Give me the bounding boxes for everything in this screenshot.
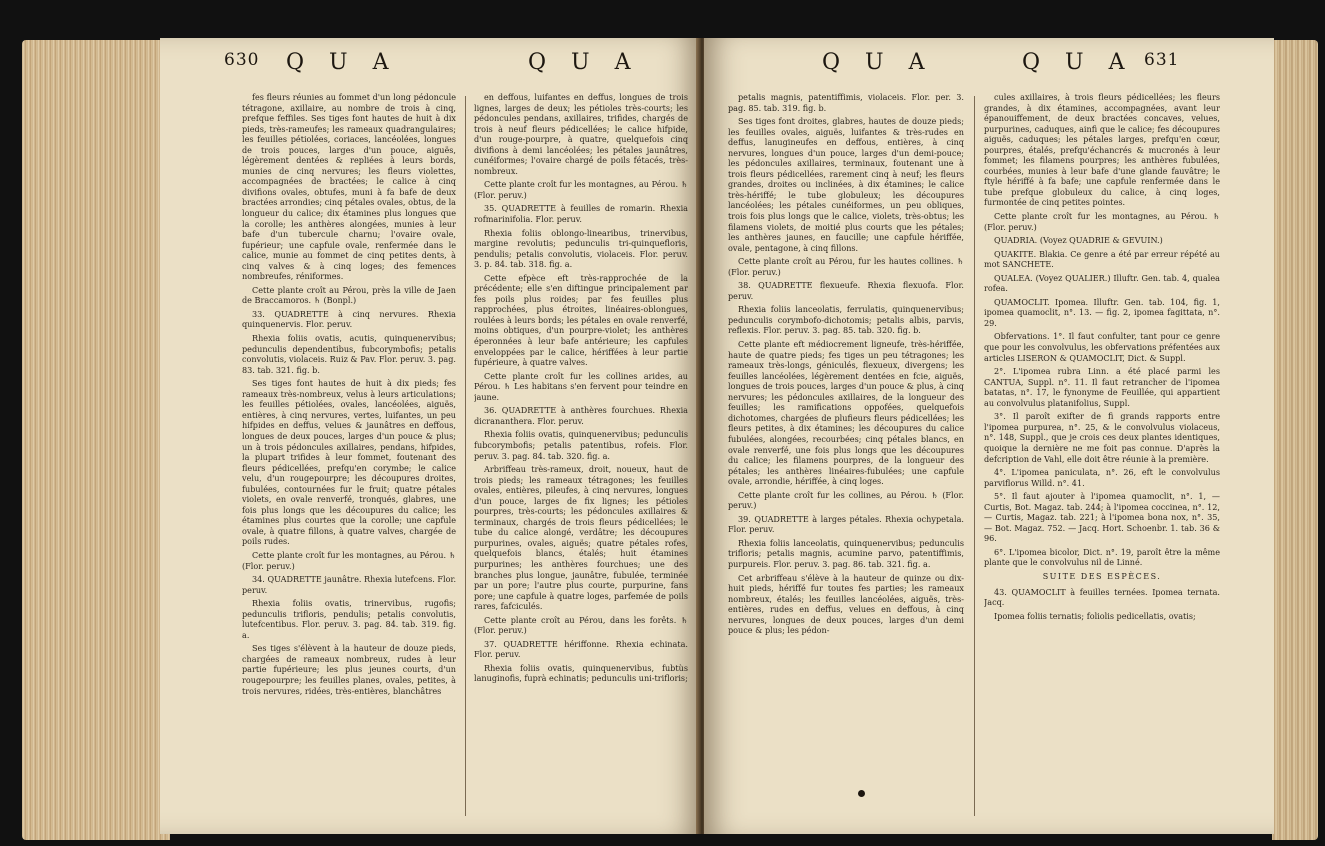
left-header-word-2: Q U A xyxy=(528,50,640,75)
paragraph: Cette plante croît au Pérou, près la ville de Jaen de Braccamoros. ♄ (Bonpl.) xyxy=(242,284,456,306)
right-page-number: 631 xyxy=(1144,50,1180,70)
entry-title: 38. QUADRETTE flexueufe. Rhexia flexuofa. Flor. peruv. xyxy=(728,280,964,301)
paragraph: 5°. Il faut ajouter à l'ipomea quamoclit, n°. 1, — Curtis, Bot. Magaz. tab. 244; à l'ipomea coccinea, n°. 12, — Curtis, Magaz. tab. 221; à l'ipomea bona nox, n°. 35, — Bot. Magaz. 752. — Jacq. Hort. Schoenbr. 1. tab. 36 & 96. xyxy=(984,491,1220,544)
paragraph: Cette plante croît au Pérou, fur les hautes collines. ♄ (Flor. peruv.) xyxy=(728,256,964,277)
left-page-header xyxy=(160,44,700,84)
paragraph: Obfervations. 1°. Il faut confulter, tant pour ce genre que pour les convolvulus, les obfervations préfentées aux articles LISERON & QUAMOCLIT, Dict. & Suppl. xyxy=(984,331,1220,363)
paragraph: Ses tiges font hautes de huit à dix pieds; fes rameaux très-nombreux, velus à leurs articulations; les feuilles pétiolées, ovales, lancéolées, aiguës, entières, à cinq nervures, vertes, luifantes, un peu hifpides en deffus, velues & jaunâtres en deffous, longues de deux pouces, larges d'un pouce & plus; un à trois pédoncules axillaires, pendans, hifpides, la plupart trifides à leur fommet, foutenant des fleurs pédicellées, prefqu'en corymbe; le calice velu, d'un rougepourpre; les découpures droites, fubulées, contournées fur le fruit; quatre pétales violets, en ovale renverfé, tronqués, glabres, une fois plus longs que les découpures du calice; les étamines plus courtes que la corolle; une capfule ovale, à quatre fillons, à quatre valves, chargée de poils rudes. xyxy=(242,378,456,547)
entry-title: 36. QUADRETTE à anthères fourchues. Rhexia dicrananthera. Flor. peruv. xyxy=(474,405,688,426)
latin-diagnosis: Rhexia foliis oblongo-linearibus, trinervibus, margine revolutis; pedunculis tri-quinquefloris, pendulis; petalis convolutis, violaceis. Flor. peruv. 3. p. 84. tab. 318. fig. a. xyxy=(474,227,688,270)
latin-diagnosis: Rhexia foliis ovatis, quinquenervibus, fubtùs lanuginofis, fuprà echinatis; pedunculis uni-trifloris; xyxy=(474,662,688,684)
paragraph: Ses tiges s'élèvent à la hauteur de douze pieds, chargées de rameaux nombreux, rudes à leur partie fupérieure; les plus jeunes courts, d'un rougepourpre; les feuilles planes, ovales, petites, à trois nervures, ridées, très-entières, blanchâtres xyxy=(242,643,456,696)
right-page-edges xyxy=(1272,40,1318,840)
paragraph: 3°. Il paroît exifter de fi grands rapports entre l'ipomea purpurea, n°. 25, & le convolvulus violaceus, n°. 148, Suppl., que je crois ces deux plantes identiques, quoique la dernière ne me foit pas connue. D'après la defcription de Vahl, elle doit être réunie à la première. xyxy=(984,411,1220,464)
column-divider xyxy=(974,96,975,816)
paragraph: petalis magnis, patentiffimis, violaceis. Flor. per. 3. pag. 85. tab. 319. fig. b. xyxy=(728,92,964,113)
left-page xyxy=(160,38,700,834)
paragraph: Ses tiges font droites, glabres, hautes de douze pieds; les feuilles ovales, aiguës, luifantes & très-rudes en deffus, lanugineufes en deffous, entières, à cinq nervures, longues d'un pouce, larges d'un demi-pouce; les pédoncules axillaires, terminaux, foutenant une à trois fleurs pédicellées, rarement cinq à neuf; les fleurs grandes, droites ou inclinées, à dix étamines; le calice très-hériffé; le tube globuleux; les découpures lancéolées; les pétales cunéiformes, un peu obliques, trois fois plus longs que le calice, violets, très-obtus; les filamens violets, de moitié plus courts que les pétales; les anthères jaunes, en faucille; une capfule hériffée, ovale, pentagone, à cinq fillons. xyxy=(728,116,964,253)
entry-title: 43. QUAMOCLIT à feuilles ternées. Ipomea ternata. Jacq. xyxy=(984,586,1220,608)
right-column-2 xyxy=(984,92,1220,828)
paragraph: Cet arbriffeau s'élève à la hauteur de quinze ou dix-huit pieds, hériffé fur toutes fes parties; les rameaux nombreux, étalés; les feuilles lancéolées, aiguës, très-entières, rudes en deffus, velues en deffous, à cinq nervures, longues de deux pouces, larges d'un demi pouce & plus; les pédon- xyxy=(728,572,964,636)
open-book xyxy=(10,14,1315,840)
entry-title: 33. QUADRETTE à cinq nervures. Rhexia quinquenervis. Flor. peruv. xyxy=(242,308,456,330)
paragraph: Cette plante croît fur les montagnes, au Pérou. ♄ (Flor. peruv.) xyxy=(984,211,1220,232)
paragraph: 4°. L'ipomea paniculata, n°. 26, eft le convolvulus parviflorus Willd. n°. 41. xyxy=(984,467,1220,488)
latin-diagnosis: Rhexia foliis ovatis, acutis, quinquenervibus; pedunculis dependentibus, fubcorymbofis; petalis convolutis, violaceis. Ruiz & Pav. Flor. peruv. 3. pag. 83. tab. 321. fig. b. xyxy=(242,333,456,375)
left-page-edges xyxy=(22,40,170,840)
paragraph: Cette plante croît fur les montagnes, au Pérou. ♄ (Flor. peruv.) xyxy=(242,549,456,571)
right-column-1 xyxy=(728,92,964,828)
right-header-word-2: Q U A xyxy=(1022,50,1134,75)
latin-diagnosis: Rhexia foliis ovatis, trinervibus, rugofis; pedunculis trifloris, pendulis; petalis convolutis, lutefcentibus. Flor. peruv. 3. pag. 84. tab. 319. fig. a. xyxy=(242,598,456,640)
paragraph: cules axillaires, à trois fleurs pédicellées; les fleurs grandes, à dix étamines, accompagnées, avant leur épanouiffement, de deux bractées concaves, velues, purpurines, caduques, ainfi que le calice; fes découpures aiguës, caduques; les pétales larges, prefqu'en cœur, pourpres, étalés, prefqu'échancrés & mucronés à leur fommet; les filamens pourpres; les anthères fubulées, courbées, munies à leur bafe d'une glande fauvâtre; le ftyle hériffé à fa bafe; une capfule renfermée dans le tube prefque globuleux du calice, à cinq loges, furmontée de cinq petites pointes. xyxy=(984,92,1220,208)
entry-title: 35. QUADRETTE à feuilles de romarin. Rhexia rofmarinifolia. Flor. peruv. xyxy=(474,203,688,225)
entry-title: QUAMOCLIT. Ipomea. Illuftr. Gen. tab. 104, fig. 1, ipomea quamoclit, n°. 13. — fig. 2, ipomea fagittata, n°. 29. xyxy=(984,296,1220,328)
left-header-word-1: Q U A xyxy=(286,50,398,75)
paragraph: en deffous, luifantes en deffus, longues de trois lignes, larges de deux; les pétioles très-courts; les pédoncules pendans, axillaires, trifides, chargés de trois à neuf fleurs pédicellées; le calice hifpide, d'un rouge-pourpre, à quatre, quelquefois cinq divifions à demi lancéolées; les pétales jaunâtres, cunéiformes; l'ovaire chargé de poils fétacés, très-nombreux. xyxy=(474,92,688,176)
left-column-2 xyxy=(474,92,688,828)
paragraph: Cette plante eft médiocrement ligneufe, très-hériffée, haute de quatre pieds; fes tiges un peu tétragones; les rameaux très-longs, géniculés, flexueux, divergens; les feuilles lancéolées, légèrement dentées en fcie, aiguës, longues de trois pouces, larges d'un pouce & plus, à cinq nervures; les pédoncules axillaires, de la longueur des feuilles; les ramifications oppofées, quelquefois dichotomes, chargées de plufieurs fleurs pédicellées; les fleurs petites, à dix étamines; les découpures du calice fubulées, alongées, recourbées; cinq pétales blancs, en ovale renverfé, une fois plus longs que les découpures du calice; les filamens pourpres, de la longueur des pétales; les anthères linéaires-fubulées; une capfule ovale, arrondie, hériffée, à cinq loges. xyxy=(728,339,964,487)
latin-diagnosis: Rhexia foliis lanceolatis, ferrulatis, quinquenervibus; pedunculis corymbofo-dichotomis; petalis albis, parvis, reflexis. Flor. peruv. 3. pag. 85. tab. 320. fig. b. xyxy=(728,304,964,336)
entry-title: 39. QUADRETTE à larges pétales. Rhexia ochypetala. Flor. peruv. xyxy=(728,513,964,535)
paragraph: Cette plante croît fur les montagnes, au Pérou. ♄ (Flor. peruv.) xyxy=(474,179,688,200)
paragraph: Arbriffeau très-rameux, droit, noueux, haut de trois pieds; les rameaux tétragones; les feuilles ovales, entières, pileufes, à cinq nervures, longues d'un pouce, larges de fix lignes; les pétioles pourpres, très-courts; les pédoncules axillaires & terminaux, chargés de trois fleurs pédicellées; le tube du calice alongé, verdâtre; les découpures purpurines, ovales, aiguës; quatre pétales rofes, quelquefois blancs, étalés; huit étamines purpurines; les anthères fourchues; une des branches plus longue, jaunâtre, fubulée, terminée par un pore; l'autre plus courte, purpurine, fans pore; une capfule à quatre loges, parfemée de poils rares, fafciculés. xyxy=(474,464,688,612)
left-page-number: 630 xyxy=(224,50,260,70)
entry-title: QUALEA. (Voyez QUALIER.) Illuftr. Gen. tab. 4, qualea rofea. xyxy=(984,272,1220,294)
paragraph: Cette plante croît au Pérou, dans les forêts. ♄ (Flor. peruv.) xyxy=(474,614,688,636)
entry-title: 37. QUADRETTE hériffonne. Rhexia echinata. Flor. peruv. xyxy=(474,638,688,660)
latin-diagnosis: Rhexia foliis lanceolatis, quinquenervibus; pedunculis trifloris; petalis magnis, acumine parvo, patentiffimis, purpureis. Flor. peruv. 3. pag. 86. tab. 321. fig. a. xyxy=(728,537,964,569)
paragraph: fes fleurs réunies au fommet d'un long pédoncule tétragone, axillaire, au nombre de trois à cinq, prefque feffiles. Ses tiges font hautes de huit à dix pieds, très-rameufes; les rameaux quadrangulaires; les feuilles pétiolées, coriaces, lancéolées, longues de trois pouces, larges d'un pouce, aiguës, légèrement dentées & repliées à leurs bords, munies de cinq nervures; les fleurs violettes, accompagnées de bractées; le calice à cinq divifions ovales, obtufes, muni à fa bafe de deux bractées arrondies; cinq pétales ovales, obtus, de la longueur du calice; dix étamines plus longues que la corolle; les anthères alongées, munies à leur bafe d'un tubercule charnu; l'ovaire ovale, fupérieur; une capfule ovale, renfermée dans le calice, munie au fommet de cinq petites dents, à cinq valves & à cinq loges; des femences nombreufes, réniformes. xyxy=(242,92,456,282)
paragraph: Cette efpèce eft très-rapprochée de la précédente; elle s'en diftingue principalement par fes poils plus roides; par fes feuilles plus rapprochées, plus étroites, linéaires-oblongues, roulées à leurs bords; les pétales en ovale renverfé, moins obtiques, d'un pourpre-violet; les anthères éperonnées à leur bafe antérieure; les capfules enveloppées par le calice, hériffées à leur partie fupérieure, à quatre valves. xyxy=(474,272,688,368)
paragraph: 6°. L'ipomea bicolor, Dict. n°. 19, paroît être la même plante que le convolvulus nil de Linné. xyxy=(984,546,1220,568)
section-heading: SUITE DES ESPÈCES. xyxy=(1042,571,1162,581)
right-header-word-1: Q U A xyxy=(822,50,934,75)
latin-diagnosis: Ipomea foliis ternatis; foliolis pedicellatis, ovatis; xyxy=(994,610,1196,621)
paragraph: Cette plante croît fur les collines arides, au Pérou. ♄ Les habitans s'en fervent pour teindre en jaune. xyxy=(474,370,688,402)
right-page-header xyxy=(704,44,1274,84)
column-divider xyxy=(465,96,466,816)
left-column-1 xyxy=(242,92,456,828)
page-dot-mark xyxy=(858,790,865,797)
paragraph: Cette plante croît fur les collines, au Pérou. ♄ (Flor. peruv.) xyxy=(728,489,964,511)
entry-title: 34. QUADRETTE jaunâtre. Rhexia lutefcens. Flor. peruv. xyxy=(242,574,456,595)
entry-title: QUADRIA. (Voyez QUADRIE & GEVUIN.) xyxy=(994,235,1163,246)
right-page xyxy=(704,38,1274,834)
latin-diagnosis: Rhexia foliis ovatis, quinquenervibus; pedunculis fubcorymbofis; petalis patentibus, rofeis. Flor. peruv. 3. pag. 84. tab. 320. fig. a. xyxy=(474,429,688,461)
paragraph: 2°. L'ipomea rubra Linn. a été placé parmi les CANTUA, Suppl. n°. 11. Il faut retrancher de l'ipomea batatas, n°. 17, le fynonyme de Feuillée, qui appartient au convolvulus platanifolius, Suppl. xyxy=(984,366,1220,408)
entry-title: QUAKITE. Blakia. Ce genre a été par erreur répété au mot SANCHETE. xyxy=(984,248,1220,270)
